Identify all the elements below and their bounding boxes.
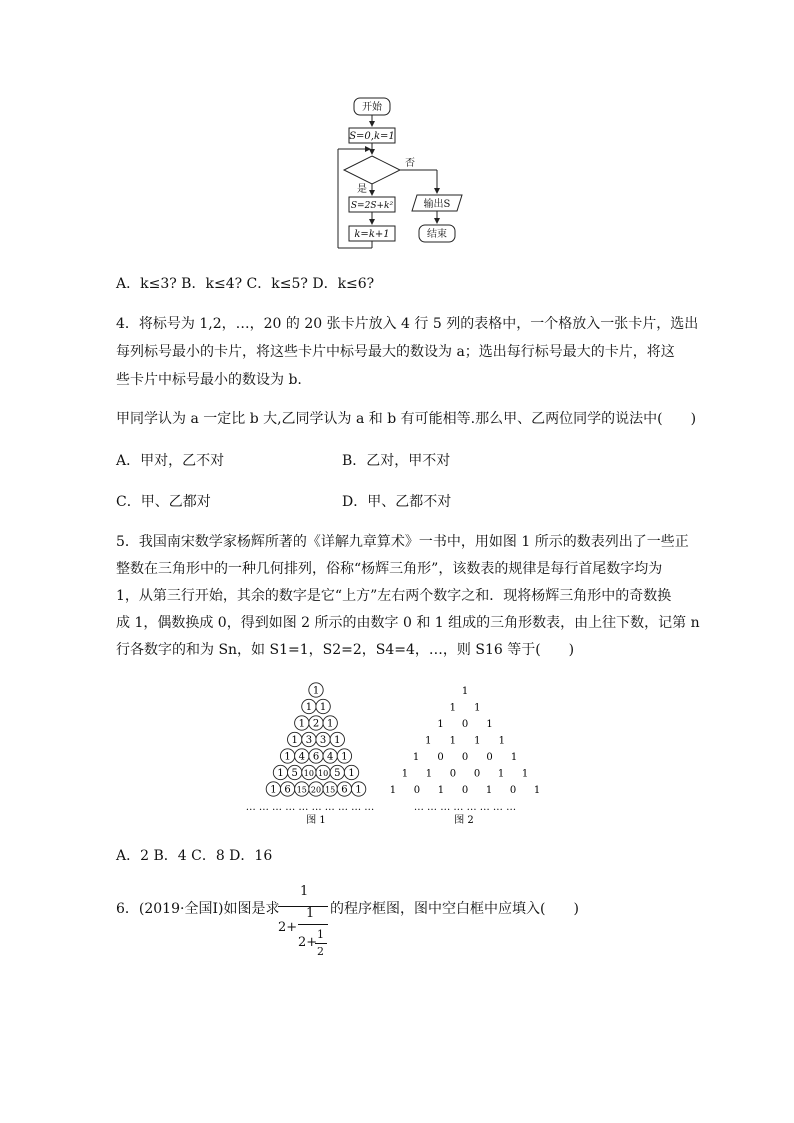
q4-line-3: 些卡片中标号最小的数设为 b.: [116, 372, 302, 388]
parity-cell-value: 1: [425, 735, 432, 747]
q5-line-1: 5．我国南宋数学家杨辉所著的《详解九章算术》一书中，用如图 1 所示的数表列出了一些正: [116, 534, 689, 550]
frac-top-numerator: 1: [300, 884, 309, 899]
pascal-triangle-figure: [266, 683, 366, 796]
q5-line-5: 行各数字的和为 Sn，如 S1=1，S2=2，S4=4，…，则 S16 等于( ): [116, 642, 575, 658]
parity-cell-value: 1: [521, 768, 529, 780]
q4-option-b: B．乙对，甲不对: [342, 453, 451, 469]
q6-question: [116, 880, 636, 970]
pascal-cell-value: 1: [291, 735, 298, 746]
pascal-cell-value: 10: [318, 769, 329, 778]
pascal-cell-value: 1: [319, 702, 327, 713]
pascal-cell-value: 20: [310, 785, 322, 795]
frac-low-bar: [315, 943, 327, 944]
parity-cell-value: 1: [437, 719, 444, 730]
flow-output-label: 输出S: [423, 199, 451, 210]
pascal-cell-value: 1: [355, 784, 362, 796]
parity-cell-value: 1: [510, 752, 518, 763]
pascal-cell-value: 10: [303, 769, 314, 778]
pascal-cell-value: 1: [298, 718, 305, 730]
pascal-cell-value: 6: [284, 784, 291, 796]
pascal-cell-value: 1: [334, 735, 341, 746]
parity-cell-value: 0: [486, 752, 493, 763]
parity-cell-value: 1: [498, 735, 505, 747]
pascal-cell-value: 1: [312, 685, 320, 697]
frac-main-bar: [278, 906, 328, 907]
frac-mid-numerator: 1: [306, 906, 315, 921]
q4-option-a: A．甲对，乙不对: [116, 453, 225, 469]
frac-mid-left: 2+: [278, 920, 298, 935]
parity-cell-value: 1: [401, 768, 409, 780]
q6-prefix: 6．(2019·全国Ⅰ)如图是求: [116, 901, 280, 917]
q6-suffix: 的程序框图，图中空白框中应填入( ): [330, 901, 579, 917]
parity-cell-value: 0: [461, 785, 469, 796]
pascal-cell-value: 1: [277, 768, 284, 779]
q4-option-c: C．甲、乙都对: [116, 494, 211, 510]
parity-cell-value: 1: [449, 702, 456, 714]
parity-cell-value: 0: [437, 752, 444, 763]
parity-cell-value: 1: [412, 752, 420, 763]
fig1-ellipsis: … … … … … … … … … …: [245, 802, 375, 813]
parity-cell-value: 1: [449, 735, 456, 747]
pascal-cell-value: 1: [327, 718, 334, 730]
flow-yes-label: 是: [357, 184, 367, 195]
q5-line-4: 成 1，偶数换成 0，得到如图 2 所示的由数字 0 和 1 组成的三角形数表，由上往下数，记第 n: [116, 615, 700, 631]
q3-options: A．k≤3? B．k≤4? C．k≤5? D．k≤6?: [116, 276, 375, 292]
q6-continued-fraction: [278, 880, 330, 966]
pascal-cell-value: 6: [312, 751, 320, 763]
q5-options: A．2 B．4 C．8 D．16: [116, 848, 273, 864]
parity-triangle-figure: [390, 686, 540, 796]
parity-cell-value: 1: [485, 785, 493, 796]
pascal-cell-value: 5: [334, 768, 341, 779]
parity-cell-value: 1: [425, 768, 433, 780]
pascal-cell-value: 1: [305, 702, 313, 713]
q5-figures: [240, 678, 560, 828]
parity-cell-value: 0: [473, 768, 481, 780]
flow-update-k-label: k=k+1: [354, 229, 390, 240]
pascal-cell-value: 15: [296, 785, 307, 795]
parity-cell-value: 1: [497, 768, 505, 780]
flow-start-label: 开始: [362, 102, 382, 113]
flow-decision-diamond: [344, 156, 400, 184]
flow-update-s-label: S=2S+k²: [350, 201, 394, 211]
pascal-cell-value: 5: [291, 768, 298, 779]
frac-low-denominator: 2: [317, 945, 324, 958]
frac-low-left: 2+: [298, 935, 318, 950]
parity-cell-value: 0: [509, 785, 517, 796]
pascal-cell-value: 4: [327, 751, 334, 763]
flow-init-label: S=0,k=1: [349, 131, 395, 142]
q4-line-4: 甲同学认为 a 一定比 b 大,乙同学认为 a 和 b 有可能相等.那么甲、乙两位同学的说法中( ): [116, 411, 697, 427]
parity-cell-value: 1: [437, 785, 445, 796]
parity-cell-value: 0: [449, 768, 457, 780]
fig2-ellipsis: … … … … … … … …: [413, 802, 517, 813]
q4-option-d: D．甲、乙都不对: [342, 494, 452, 510]
parity-cell-value: 1: [474, 735, 481, 747]
q5-line-3: 1，从第三行开始，其余的数字是它“上方”左右两个数字之和．现将杨辉三角形中的奇数换: [116, 588, 672, 604]
pascal-cell-value: 1: [341, 751, 348, 763]
flow-no-label: 否: [405, 158, 415, 169]
pascal-cell-value: 15: [325, 785, 336, 795]
flowchart: [330, 92, 470, 254]
parity-cell-value: 0: [413, 785, 421, 796]
frac-low-numerator: 1: [317, 928, 324, 941]
parity-cell-value: 1: [461, 686, 469, 697]
parity-cell-value: 1: [389, 785, 397, 796]
pascal-cell-value: 3: [305, 735, 313, 746]
pascal-cell-value: 2: [312, 718, 320, 730]
pascal-cell-value: 1: [284, 751, 291, 763]
q4-line-2: 每列标号最小的卡片，将这些卡片中标号最大的数设为 a；选出每行标号最大的卡片，将这: [116, 344, 675, 360]
parity-cell-value: 1: [474, 702, 481, 714]
pascal-cell-value: 1: [348, 768, 355, 779]
parity-cell-value: 0: [461, 719, 469, 730]
parity-cell-value: 0: [461, 752, 469, 763]
pascal-cell-value: 6: [341, 784, 348, 796]
pascal-cell-value: 1: [270, 784, 277, 796]
q5-line-2: 整数在三角形中的一种几何排列，俗称“杨辉三角形”，该数表的规律是每行首尾数字均为: [116, 561, 663, 577]
parity-cell-value: 1: [486, 719, 493, 730]
flow-end-label: 结束: [427, 229, 447, 240]
parity-cell-value: 1: [533, 785, 541, 796]
q4-line-1: 4．将标号为 1,2，…，20 的 20 张卡片放入 4 行 5 列的表格中，一个格放入一张卡片，选出: [116, 316, 699, 332]
frac-mid-bar: [298, 924, 328, 925]
pascal-cell-value: 3: [319, 735, 327, 746]
pascal-cell-value: 4: [298, 751, 305, 763]
fig2-caption: 图 2: [454, 815, 474, 826]
fig1-caption: 图 1: [306, 815, 326, 826]
